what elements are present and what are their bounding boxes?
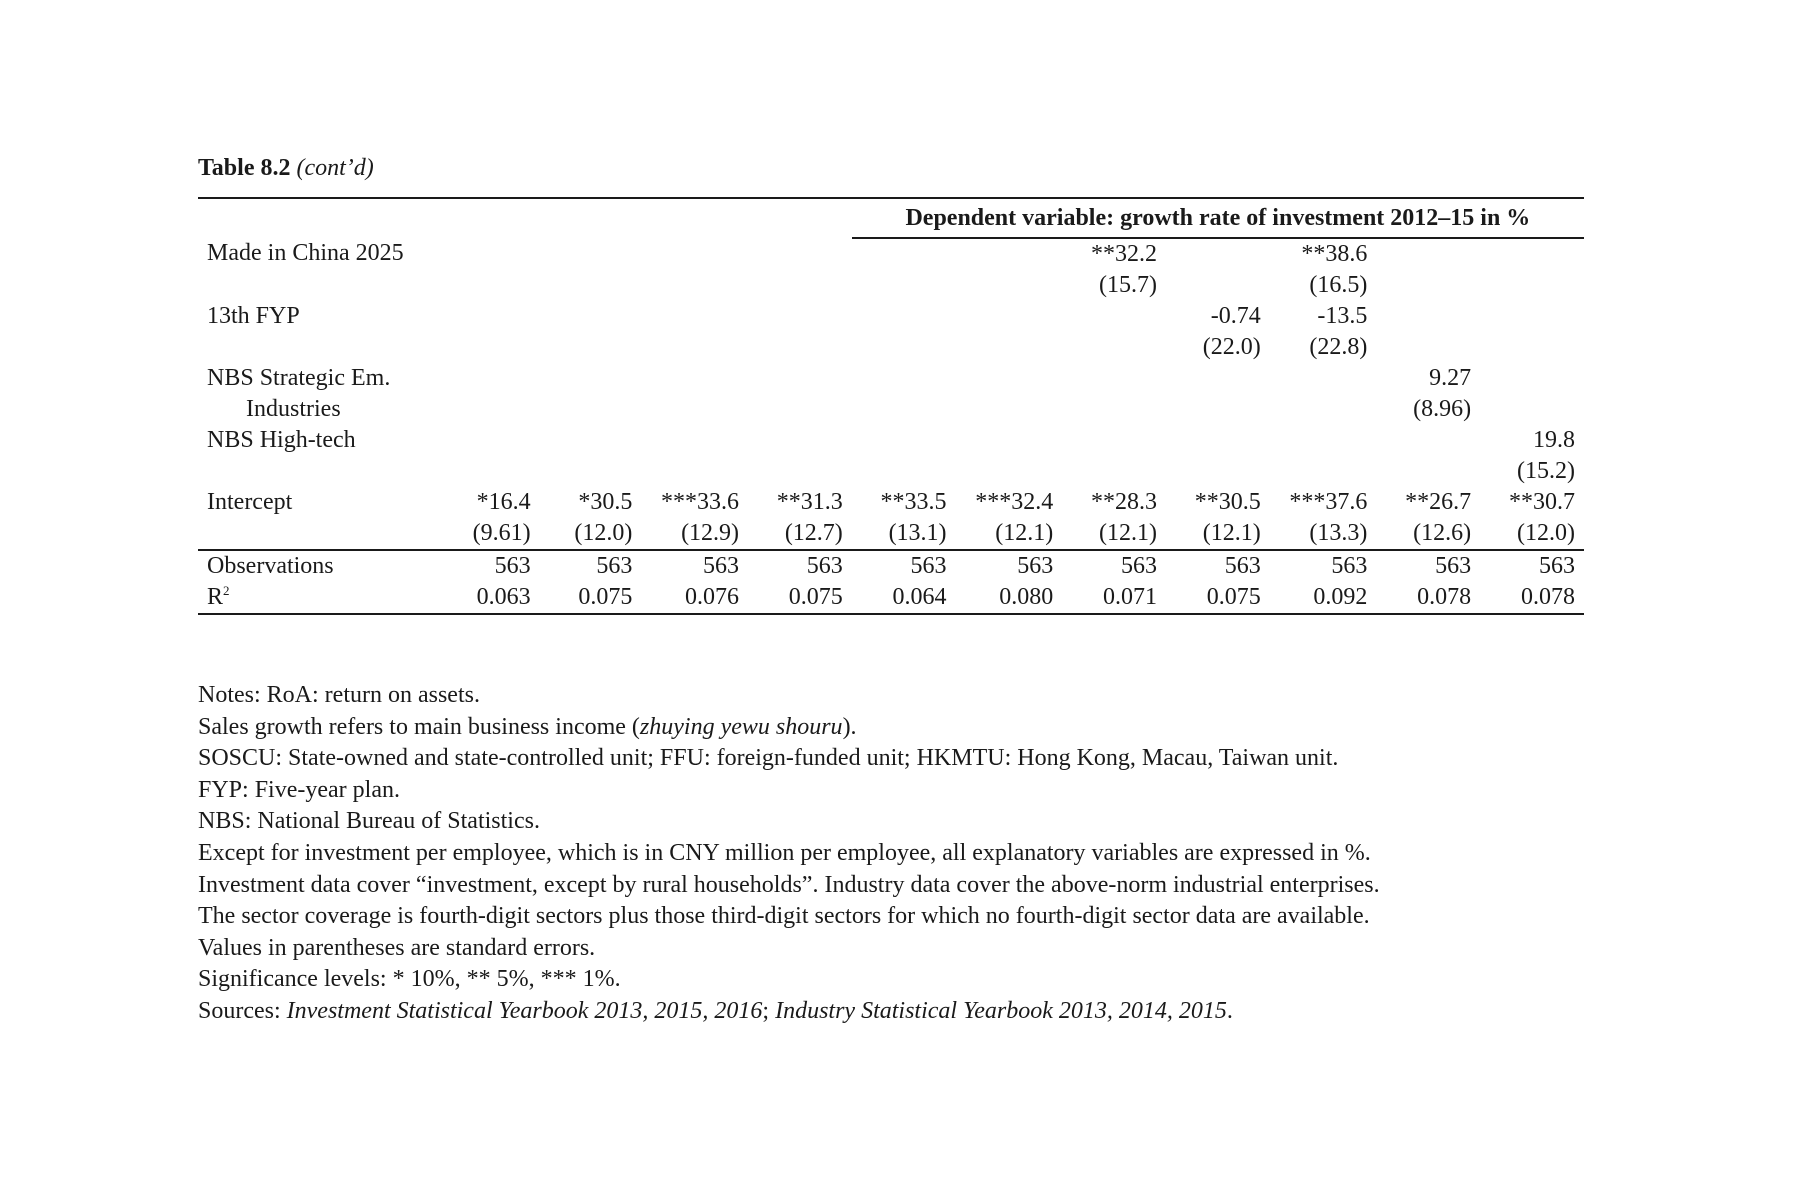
coefficient-cell: **32.2: [1090, 241, 1157, 267]
standard-error-cell: [1166, 270, 1270, 301]
standard-error-cell: [438, 456, 540, 487]
coefficient-cell: [641, 238, 748, 270]
standard-error-cell: [540, 332, 642, 363]
standard-error-cell: [1480, 394, 1584, 425]
r-squared-cell: 0.080: [956, 582, 1063, 614]
coefficient-cell: ***33.6: [661, 489, 740, 515]
standard-error-cell: [1062, 332, 1166, 363]
note-data-coverage: Investment data cover “investment, except by rural households”. Industry data cover the above-norm industrial enterprises.: [198, 871, 1380, 898]
standard-error-cell: (12.1): [995, 520, 1054, 546]
coefficient-cell: [1376, 301, 1480, 332]
coefficient-cell: [956, 301, 1063, 332]
table-number: Table 8.2: [198, 155, 291, 181]
standard-error-row: [198, 456, 1584, 487]
source-industry-yearbook: Industry Statistical Yearbook 2013, 2014, 2015: [775, 997, 1227, 1024]
note-standard-errors: Values in parentheses are standard errors.: [198, 934, 596, 961]
table-continued-marker: (cont’d): [296, 155, 374, 181]
note-sources: Sources: Investment Statistical Yearbook 2013, 2015, 2016; Industry Statistical Yearbook 2013, 2014, 2015.: [198, 997, 1233, 1024]
standard-error-cell: [540, 456, 642, 487]
coefficient-cell: [438, 425, 540, 456]
standard-error-cell: [1376, 332, 1480, 363]
standard-error-cell: [956, 394, 1063, 425]
coefficient-cell: [748, 363, 852, 394]
r-squared-cell: 0.078: [1480, 582, 1584, 614]
standard-error-row: [198, 518, 1584, 550]
coefficient-cell: ***32.4: [975, 489, 1054, 515]
standard-error-cell: (12.1): [1098, 520, 1157, 546]
r-squared-cell: 0.075: [1166, 582, 1270, 614]
coefficient-cell: [1062, 363, 1166, 394]
coefficient-cell: [1062, 301, 1166, 332]
standard-error-cell: [852, 332, 956, 363]
coefficient-row: [198, 238, 1584, 270]
coefficient-cell: [748, 425, 852, 456]
note-sales-term: zhuying yewu shouru: [639, 713, 843, 740]
note-sector-coverage: The sector coverage is fourth-digit sectors plus those third-digit sectors for which no fourth-digit sector data are available.: [198, 903, 1370, 930]
standard-error-cell: [852, 270, 956, 301]
r-squared-exponent: 2: [223, 583, 230, 598]
observations-cell: 563: [1166, 550, 1270, 582]
r-squared-cell: 0.076: [641, 582, 748, 614]
observations-cell: 563: [1062, 550, 1166, 582]
standard-error-cell: [1270, 394, 1377, 425]
dependent-variable-heading: Dependent variable: growth rate of investment 2012–15 in %: [852, 198, 1584, 238]
observations-cell: 563: [438, 550, 540, 582]
header-blank-cell: [198, 198, 438, 238]
standard-error-row: [198, 270, 1584, 301]
observations-cell: 563: [1376, 550, 1480, 582]
coefficient-cell: **28.3: [1090, 489, 1157, 515]
note-fyp: FYP: Five-year plan.: [198, 776, 400, 803]
standard-error-cell: [1062, 456, 1166, 487]
note-soscu: SOSCU: State-owned and state-controlled unit; FFU: foreign-funded unit; HKMTU: Hong Kong, Macau, Taiwan unit.: [198, 745, 1339, 772]
row-label: Made in China 2025: [207, 240, 404, 266]
row-label-continued: [198, 456, 438, 487]
row-label-continued: [198, 332, 438, 363]
standard-error-cell: (22.8): [1309, 334, 1368, 360]
coefficient-cell: [641, 301, 748, 332]
coefficient-cell: **33.5: [880, 489, 947, 515]
row-label: NBS High-tech: [207, 427, 356, 453]
standard-error-cell: (22.0): [1202, 334, 1261, 360]
coefficient-cell: [956, 363, 1063, 394]
coefficient-cell: [956, 425, 1063, 456]
standard-error-cell: [852, 456, 956, 487]
standard-error-cell: (15.2): [1517, 458, 1575, 484]
coefficient-row: [198, 301, 1584, 332]
observations-cell: 563: [641, 550, 748, 582]
observations-cell: 563: [852, 550, 956, 582]
standard-error-cell: [641, 394, 748, 425]
coefficient-cell: [1270, 425, 1377, 456]
r-squared-label: [198, 582, 438, 614]
coefficient-cell: [540, 301, 642, 332]
standard-error-cell: [956, 270, 1063, 301]
coefficient-cell: [540, 238, 642, 270]
row-label: 13th FYP: [207, 303, 300, 329]
coefficient-cell: [748, 301, 852, 332]
observations-row: [198, 550, 1584, 582]
coefficient-cell: 9.27: [1429, 365, 1472, 391]
coefficient-row: [198, 487, 1584, 518]
coefficient-cell: [1480, 238, 1584, 270]
coefficient-cell: [1376, 425, 1480, 456]
r-squared-cell: 0.063: [438, 582, 540, 614]
coefficient-cell: [852, 425, 956, 456]
table-caption: [198, 155, 374, 182]
standard-error-cell: [1062, 394, 1166, 425]
note-nbs: NBS: National Bureau of Statistics.: [198, 808, 540, 835]
header-row: [198, 198, 1584, 238]
standard-error-cell: [748, 270, 852, 301]
coefficient-cell: **38.6: [1301, 241, 1368, 267]
coefficient-cell: ***37.6: [1289, 489, 1368, 515]
standard-error-cell: [1270, 456, 1377, 487]
source-investment-yearbook: Investment Statistical Yearbook 2013, 2015, 2016: [286, 997, 763, 1024]
observations-cell: 563: [1480, 550, 1584, 582]
observations-label: Observations: [198, 550, 438, 582]
standard-error-cell: (16.5): [1309, 272, 1368, 298]
standard-error-cell: (15.7): [1098, 272, 1157, 298]
coefficient-cell: [438, 301, 540, 332]
coefficient-cell: [641, 363, 748, 394]
standard-error-cell: [1480, 270, 1584, 301]
observations-cell: 563: [956, 550, 1063, 582]
coefficient-cell: 19.8: [1533, 427, 1575, 453]
standard-error-cell: [438, 394, 540, 425]
coefficient-cell: [1062, 425, 1166, 456]
r-squared-cell: 0.064: [852, 582, 956, 614]
row-label-continued: [198, 518, 438, 550]
standard-error-cell: (13.3): [1309, 520, 1368, 546]
standard-error-cell: (12.6): [1413, 520, 1472, 546]
standard-error-cell: (9.61): [472, 520, 531, 546]
standard-error-cell: [956, 456, 1063, 487]
standard-error-cell: [641, 456, 748, 487]
coefficient-cell: [540, 363, 642, 394]
r-squared-cell: 0.078: [1376, 582, 1480, 614]
coefficient-cell: [1376, 238, 1480, 270]
coefficient-cell: -0.74: [1210, 303, 1261, 329]
coefficient-cell: -13.5: [1317, 303, 1368, 329]
coefficient-cell: [956, 238, 1063, 270]
r-squared-cell: 0.092: [1270, 582, 1377, 614]
r-squared-letter: R: [207, 584, 224, 610]
standard-error-cell: (12.7): [784, 520, 843, 546]
coefficient-cell: [852, 238, 956, 270]
standard-error-cell: (12.1): [1202, 520, 1261, 546]
observations-cell: 563: [748, 550, 852, 582]
coefficient-cell: *30.5: [578, 489, 633, 515]
row-label-continuation: Industries: [246, 396, 341, 422]
coefficient-row: [198, 425, 1584, 456]
r-squared-row: [198, 582, 1584, 614]
standard-error-cell: [641, 270, 748, 301]
note-significance: Significance levels: * 10%, ** 5%, *** 1%.: [198, 966, 621, 993]
row-label: NBS Strategic Em.: [207, 365, 391, 391]
r-squared-cell: 0.075: [540, 582, 642, 614]
standard-error-cell: [748, 332, 852, 363]
header-spacer-cell: [438, 198, 852, 238]
coefficient-cell: [1166, 425, 1270, 456]
standard-error-cell: [540, 270, 642, 301]
coefficient-cell: [852, 363, 956, 394]
standard-error-cell: [641, 332, 748, 363]
standard-error-cell: [1166, 394, 1270, 425]
coefficient-cell: [438, 363, 540, 394]
coefficient-cell: [438, 238, 540, 270]
note-units: Except for investment per employee, which is in CNY million per employee, all explanatory variables are expressed in %.: [198, 839, 1371, 866]
r-squared-cell: 0.075: [748, 582, 852, 614]
coefficient-cell: **26.7: [1405, 489, 1472, 515]
standard-error-cell: (12.0): [1517, 520, 1575, 546]
coefficient-cell: [641, 425, 748, 456]
r-squared-cell: 0.071: [1062, 582, 1166, 614]
standard-error-cell: [438, 270, 540, 301]
standard-error-row: [198, 332, 1584, 363]
standard-error-cell: (8.96): [1413, 396, 1472, 422]
standard-error-cell: [956, 332, 1063, 363]
observations-cell: 563: [1270, 550, 1377, 582]
standard-error-cell: [1376, 270, 1480, 301]
coefficient-cell: [1270, 363, 1377, 394]
standard-error-cell: [1166, 456, 1270, 487]
standard-error-cell: [540, 394, 642, 425]
coefficient-cell: [1166, 238, 1270, 270]
row-label: Intercept: [207, 489, 293, 515]
coefficient-row: [198, 363, 1584, 394]
coefficient-cell: **30.7: [1509, 489, 1575, 515]
standard-error-row: [198, 394, 1584, 425]
standard-error-cell: [438, 332, 540, 363]
standard-error-cell: (12.9): [681, 520, 740, 546]
table-body: [198, 238, 1584, 614]
standard-error-cell: [852, 394, 956, 425]
standard-error-cell: (12.0): [574, 520, 633, 546]
observations-cell: 563: [540, 550, 642, 582]
standard-error-cell: (13.1): [888, 520, 947, 546]
coefficient-cell: **31.3: [776, 489, 843, 515]
standard-error-cell: [748, 456, 852, 487]
note-sales-growth: Sales growth refers to main business income (zhuying yewu shouru).: [198, 713, 857, 740]
regression-table: [198, 197, 1584, 615]
coefficient-cell: [748, 238, 852, 270]
standard-error-cell: [748, 394, 852, 425]
row-label-continued: [198, 394, 438, 425]
note-roa: Notes: RoA: return on assets.: [198, 682, 480, 708]
coefficient-cell: [1166, 363, 1270, 394]
row-label-continued: [198, 270, 438, 301]
coefficient-cell: *16.4: [476, 489, 531, 515]
coefficient-cell: [852, 301, 956, 332]
coefficient-cell: [540, 425, 642, 456]
coefficient-cell: [1480, 301, 1584, 332]
standard-error-cell: [1480, 332, 1584, 363]
coefficient-cell: [1480, 363, 1584, 394]
table-notes: [198, 680, 1618, 1028]
coefficient-cell: **30.5: [1194, 489, 1261, 515]
standard-error-cell: [1376, 456, 1480, 487]
